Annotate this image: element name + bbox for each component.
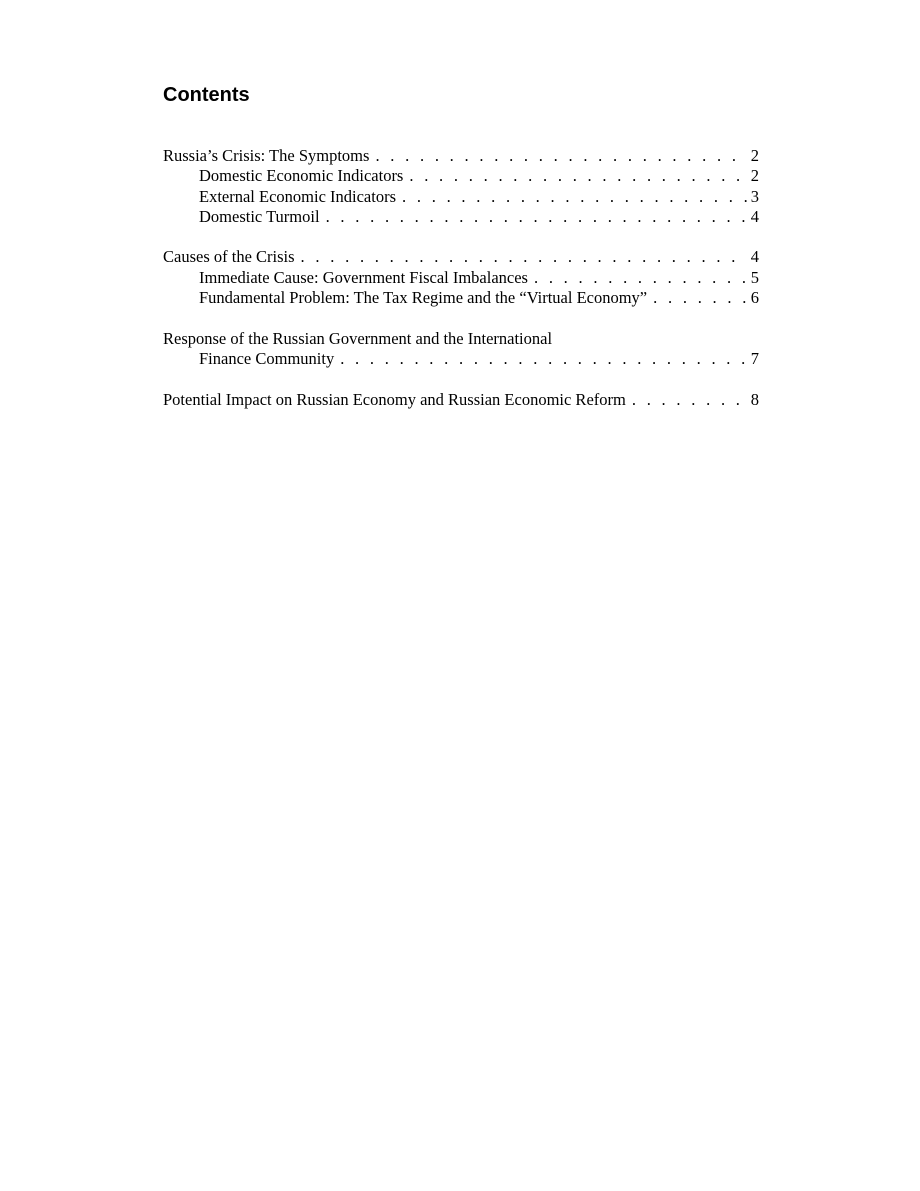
dot-leader: [326, 207, 747, 227]
dot-leader: [301, 247, 747, 267]
toc-entry-page: 7: [750, 348, 759, 368]
toc-entry-page: 4: [750, 247, 759, 267]
toc-entry-response-line2[interactable]: [163, 349, 759, 369]
toc-entry-domestic-indicators[interactable]: [163, 166, 759, 186]
dot-leader: [653, 288, 747, 308]
toc-entry-page: 2: [750, 166, 759, 186]
dot-leader: [402, 187, 747, 207]
toc-entry-potential-impact[interactable]: [163, 390, 759, 410]
dot-leader: [375, 146, 746, 166]
toc-entry-title: Domestic Turmoil: [199, 206, 320, 226]
toc-entry-page: 8: [750, 389, 759, 409]
toc-entry-title: Finance Community: [199, 348, 335, 368]
toc-entry-title: Response of the Russian Government and the International: [163, 328, 553, 348]
toc-entry-immediate-cause[interactable]: [163, 268, 759, 288]
toc-entry-causes[interactable]: [163, 247, 759, 267]
toc-entry-fundamental-problem[interactable]: [163, 288, 759, 308]
toc-entry-symptoms[interactable]: [163, 146, 759, 166]
table-of-contents: [163, 146, 759, 410]
toc-entry-page: 2: [750, 146, 759, 165]
dot-leader: [632, 390, 747, 410]
toc-entry-title: External Economic Indicators: [199, 186, 397, 206]
toc-entry-page: 4: [750, 206, 759, 226]
toc-entry-title: Domestic Economic Indicators: [199, 166, 404, 186]
toc-entry-title: Fundamental Problem: The Tax Regime and the “Virtual Economy”: [199, 288, 648, 308]
contents-heading: Contents: [163, 84, 250, 106]
dot-leader: [534, 268, 747, 288]
toc-entry-domestic-turmoil[interactable]: [163, 207, 759, 227]
toc-entry-title: Causes of the Crisis: [163, 247, 295, 267]
toc-entry-external-indicators[interactable]: [163, 187, 759, 207]
toc-entry-title: Immediate Cause: Government Fiscal Imbalances: [199, 267, 528, 287]
toc-entry-title: Russia’s Crisis: The Symptoms: [163, 146, 370, 165]
toc-entry-page: 5: [750, 267, 759, 287]
toc-entry-page: 6: [750, 288, 759, 308]
toc-entry-response-line1[interactable]: [163, 329, 759, 349]
toc-entry-title: Potential Impact on Russian Economy and Russian Economic Reform: [163, 389, 626, 409]
toc-entry-page: 3: [750, 186, 759, 206]
dot-leader: [409, 166, 746, 186]
dot-leader: [340, 349, 747, 369]
